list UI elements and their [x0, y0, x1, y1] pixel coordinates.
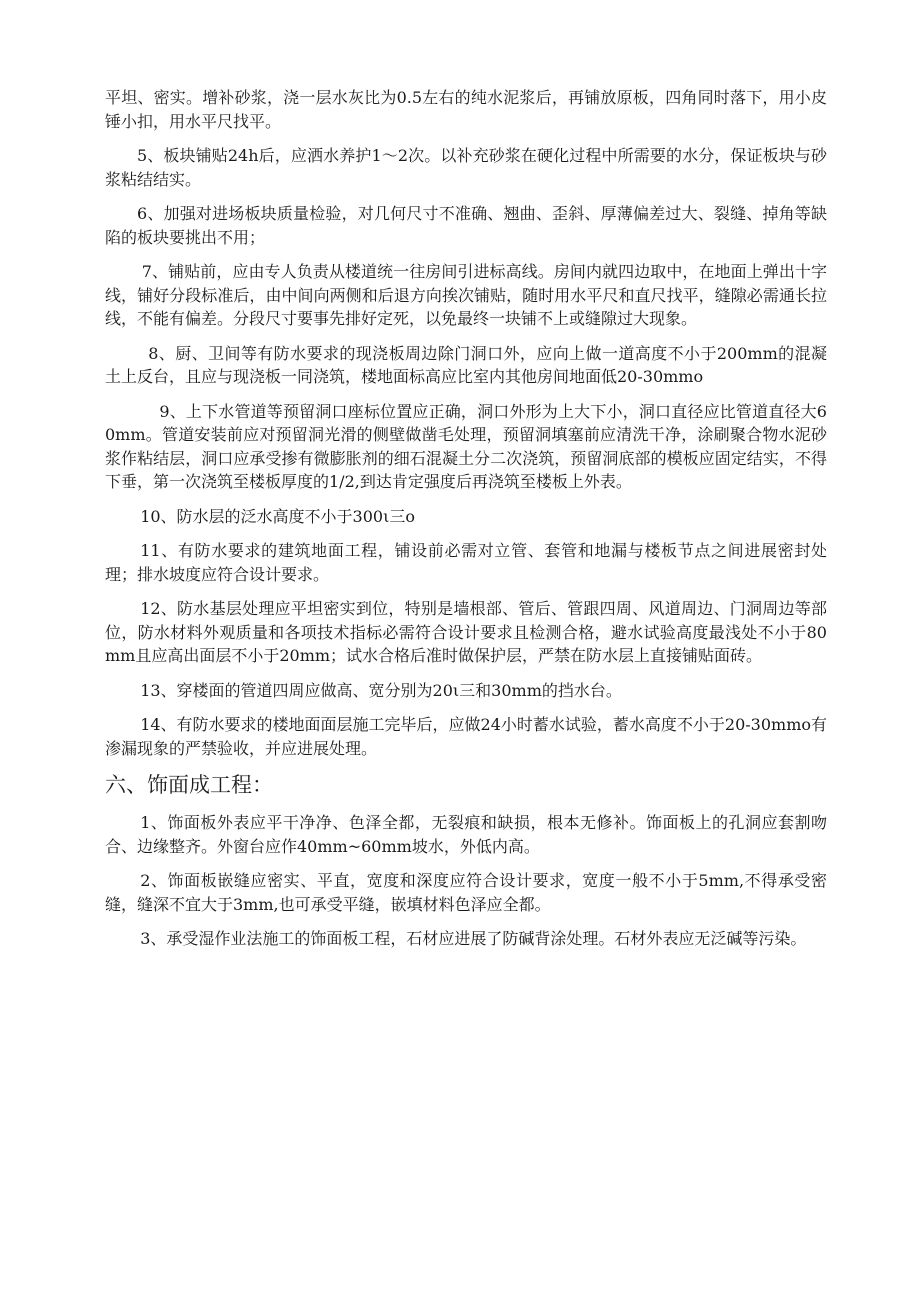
paragraph-item-10: 10、防水层的泛水高度不小于300ι三o — [140, 506, 415, 526]
section-heading: 六、饰面成工程： — [105, 773, 273, 797]
paragraph-finish-1: 1、饰面板外表应平干净净、色泽全都，无裂痕和缺损，根本无修补。饰面板上的孔洞应套割吻合、边缘整齐。外窗台应作40mm~60mm坡水，外低内高。 — [105, 813, 827, 856]
paragraph-item-7: 7、铺贴前，应由专人负责从楼道统一往房间引进标高线。房间内就四边取中，在地面上弹出十字线，铺好分段标准后，由中间向两侧和后退方向挨次铺贴，随时用水平尺和直尺找平，缝隙必需通长拉线，不能有偏差。分段尺寸要事先排好定死，以免最终一块铺不上或缝隙过大现象。 — [105, 262, 827, 328]
document-page — [105, 86, 827, 962]
paragraph-item-9: 9、上下水管道等预留洞口座标位置应正确，洞口外形为上大下小，洞口直径应比管道直径大60mm。管道安装前应对预留洞光滑的侧壁做凿毛处理，预留洞填塞前应清洗干净，涂刷聚合物水泥砂浆作粘结层，洞口应承受掺有微膨胀剂的细石混凝土分二次浇筑，预留洞底部的模板应固定结实，不得下垂，第一次浇筑至楼板厚度的1/2,到达肯定强度后再浇筑至楼板上外表。 — [105, 401, 827, 491]
paragraph-item-14: 14、有防水要求的楼地面面层施工完毕后，应做24小时蓄水试验，蓄水高度不小于20-30mmo有渗漏现象的严禁验收，并应进展处理。 — [105, 715, 828, 758]
paragraph-item-5: 5、板块铺贴24h后，应洒水养护1～2次。以补充砂浆在硬化过程中所需要的水分，保证板块与砂浆粘结结实。 — [105, 146, 827, 189]
paragraph-item-12: 12、防水基层处理应平坦密实到位，特别是墙根部、管后、管跟四周、风道周边、门洞周边等部位，防水材料外观质量和各项技术指标必需符合设计要求且检测合格，避水试验高度最浅处不小于80mm且应高出面层不小于20mm；试水合格后准时做保护层，严禁在防水层上直接铺贴面砖。 — [105, 599, 827, 665]
paragraph-finish-2: 2、饰面板嵌缝应密实、平直，宽度和深度应符合设计要求，宽度一般不小于5mm,不得承受密缝，缝深不宜大于3mm,也可承受平缝，嵌填材料色泽应全都。 — [105, 871, 827, 914]
paragraph-item-13: 13、穿楼面的管道四周应做高、宽分别为20ι三和30mm的挡水台。 — [140, 680, 622, 700]
paragraph-finish-3: 3、承受湿作业法施工的饰面板工程，石材应进展了防碱背涂处理。石材外表应无泛碱等污染。 — [140, 929, 807, 948]
paragraph-continuation: 平坦、密实。增补砂浆，浇一层水灰比为0.5左右的纯水泥浆后，再铺放原板，四角同时落下，用小皮锤小扣，用水平尺找平。 — [105, 88, 827, 131]
paragraph-item-11: 11、有防水要求的建筑地面工程，铺设前必需对立管、套管和地漏与楼板节点之间进展密封处理；排水坡度应符合设计要求。 — [105, 541, 827, 584]
paragraph-item-8: 8、厨、卫间等有防水要求的现浇板周边除门洞口外，应向上做一道高度不小于200mm的混凝土上反台，且应与现浇板一同浇筑，楼地面标高应比室内其他房间地面低20-30mmo — [105, 343, 827, 386]
paragraph-item-6: 6、加强对进场板块质量检验，对几何尺寸不准确、翘曲、歪斜、厚薄偏差过大、裂缝、掉角等缺陷的板块要挑出不用； — [105, 204, 827, 247]
